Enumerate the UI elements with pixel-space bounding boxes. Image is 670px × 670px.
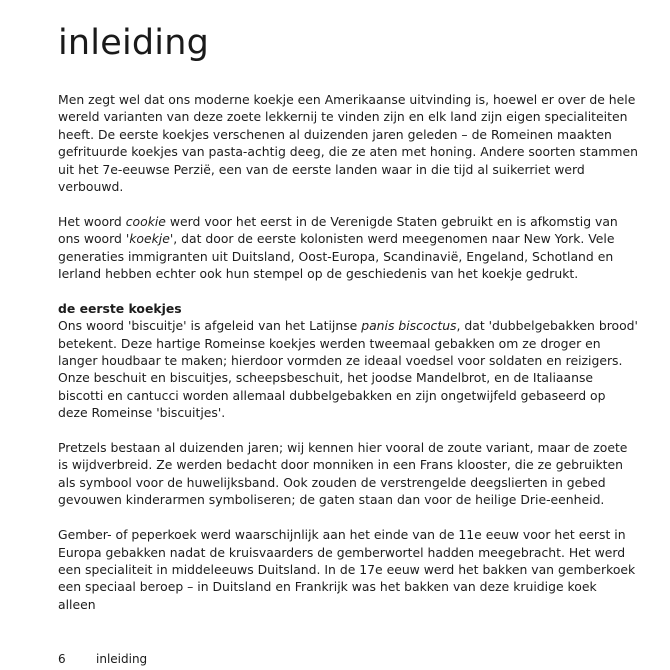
text-run: , dat 'dubbelgebakken brood' betekent. Deze hartige Romeinse koekjes werden tweemaal gebakken om ze droger en langer houdbaar te maken; hierdoor vormden ze ideaal voedsel voor soldaten en reizigers. Onze beschuit en biscuitjes, scheepsbeschuit, het joodse Mandelbrot, en de Italiaanse biscotti en cantucci worden allemaal dubbelgebakken en zijn ongetwijfeld gebaseerd op deze Romeinse 'biscuitjes'.	[58, 318, 638, 421]
body-text	[58, 91, 638, 631]
italic-latin-phrase: panis biscoctus	[361, 318, 457, 334]
running-footer-title: inleiding	[96, 652, 148, 666]
text-run: Ons woord 'biscuitje' is afgeleid van het Latijnse	[58, 318, 362, 334]
page-number: 6	[58, 652, 66, 666]
cookie-origin-paragraph	[58, 213, 638, 283]
text-run: Het woord	[58, 213, 126, 229]
text-run: werd voor het eerst in de Verenigde Staten gebruikt en is afkomstig van ons woord	[58, 213, 618, 247]
italic-word-koekje: 'koekje'	[125, 231, 174, 247]
page-title: inleiding	[58, 23, 210, 63]
biscuit-paragraph	[58, 317, 638, 421]
page-footer	[58, 652, 147, 666]
pretzels-paragraph: Pretzels bestaan al duizenden jaren; wij kennen hier vooral de zoute variant, maar de zoete is wijdverbreid. Ze werden bedacht door monniken in een Frans klooster, die ze gebruikten als symbool voor de huwelijksband. Ook zouden de verstrengelde deegslierten in gebed gevouwen kinderarmen symboliseren; de gaten staan dan voor de heilige Drie-eenheid.	[58, 440, 628, 508]
intro-paragraph: Men zegt wel dat ons moderne koekje een Amerikaanse uitvinding is, hoewel er over de hele wereld varianten van deze zoete lekkernij te vinden zijn en elk land zijn eigen specialiteiten heeft. De eerste koekjes verschenen al duizenden jaren geleden – de Romeinen maakten gefrituurde koekjes van pasta-achtig deeg, die ze aten met honing. Andere soorten stammen uit het 7e-eeuwse Perzië, een van de eerste landen waar in die tijd al suikerriet werd verbouwd.	[58, 92, 638, 195]
italic-word-cookie: cookie	[125, 213, 166, 229]
text-run: , dat door de eerste kolonisten werd meegenomen naar New York. Vele generaties immigranten uit Duitsland, Oost-Europa, Scandinavië, Engeland, Schotland en Ierland hebben echter ook hun stempel op de geschiedenis van het koekje gedrukt.	[58, 231, 615, 282]
gingerbread-paragraph: Gember- of peperkoek werd waarschijnlijk aan het einde van de 11e eeuw voor het eerst in Europa gebakken nadat de kruisvaarders de gemberwortel hadden meegebracht. Het werd een specialiteit in middeleeuws Duitsland. In de 17e eeuw werd het bakken van gemberkoek een speciaal beroep – in Duitsland en Frankrijk was het bakken van deze kruidige koek alleen	[58, 527, 636, 612]
section-heading: de eerste koekjes	[58, 300, 182, 316]
